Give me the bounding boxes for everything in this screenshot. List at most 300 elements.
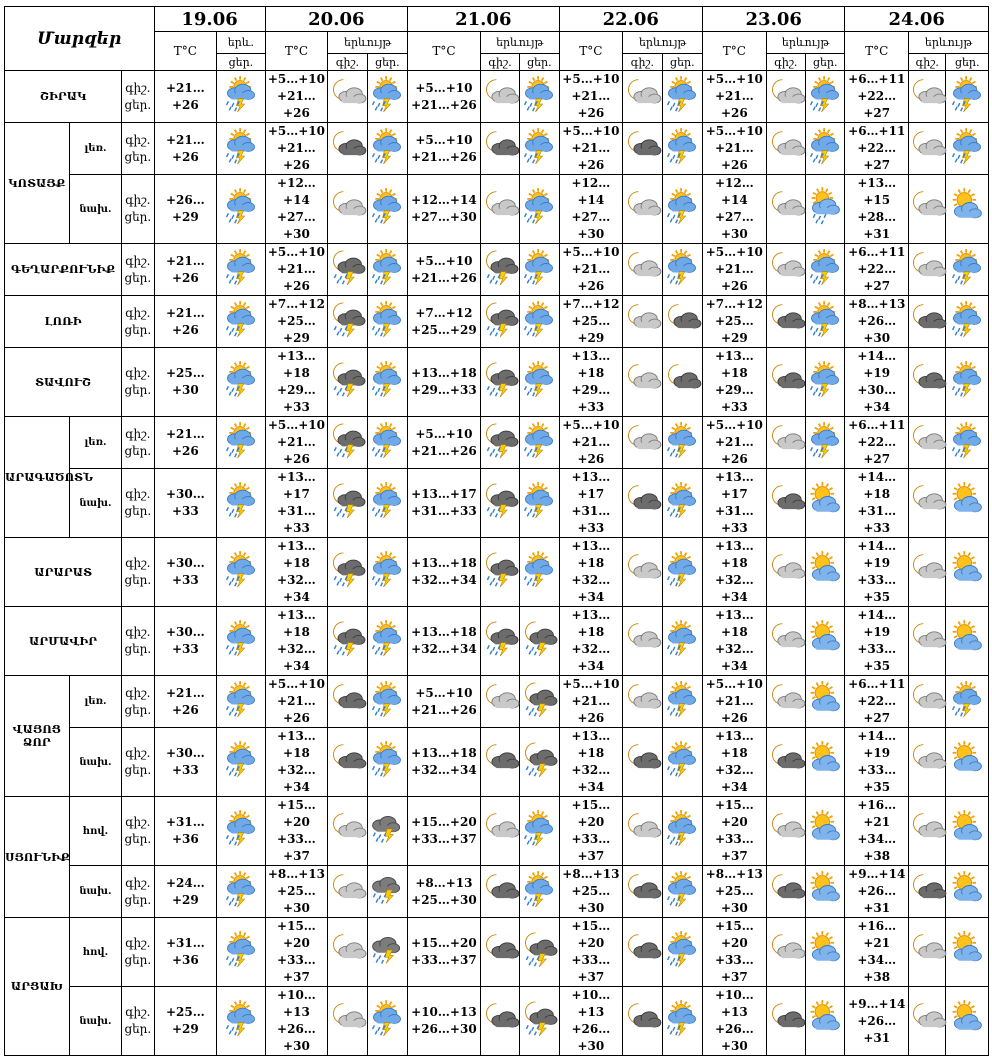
moon-cloud-storm-icon: [521, 1001, 557, 1041]
sun-cloud-icon: [807, 621, 843, 661]
night-temperature: +15…+20: [277, 919, 316, 950]
moon-cloud-icon: [768, 129, 804, 169]
weather-icon-cell: [909, 797, 946, 866]
night-temperature: +9…+14: [848, 996, 906, 1011]
day-temperature: +27…+30: [277, 210, 316, 241]
weather-icon-cell: [623, 71, 662, 123]
night-temperature: +5…+10: [267, 418, 326, 432]
day-temperature: +22…+27: [857, 694, 897, 725]
weather-icon-cell: [662, 175, 702, 244]
region-name: ԳԵՂԱՐՔՈՒՆԻՔ: [5, 244, 122, 296]
temperature-cell: [703, 469, 767, 538]
day-temperature: +32…+34: [411, 763, 477, 777]
table-row: [5, 244, 989, 296]
temperature-cell: [559, 538, 623, 607]
weather-icon-cell: [367, 417, 407, 469]
time-of-day-labels: [122, 987, 154, 1056]
weather-icon-cell: [909, 123, 946, 175]
night-temperature: +13…+18: [277, 608, 316, 639]
temperature-cell: [703, 348, 767, 417]
day-temperature: +33…+35: [857, 763, 897, 794]
day-header: ցեր.: [217, 54, 265, 71]
weather-icon-cell: [662, 797, 702, 866]
weather-icon-cell: [662, 728, 702, 797]
sun-rain-storm-icon: [223, 423, 259, 463]
day-temperature: +31…+33: [571, 504, 611, 535]
day-temperature: +27…+30: [571, 210, 611, 241]
night-temperature: +5…+10: [415, 426, 473, 441]
day-temperature: +33…+37: [714, 953, 754, 984]
day-label: ցեր.: [124, 322, 152, 337]
temperature-cell: [265, 71, 328, 123]
sun-rain-storm-icon: [369, 552, 405, 592]
temperature-cell: [703, 728, 767, 797]
sun-cloud-icon: [949, 1001, 985, 1041]
moon-cloud-icon: [624, 682, 660, 722]
day-temperature: +34…+38: [857, 953, 897, 984]
night-temperature: +5…+10: [415, 253, 473, 268]
cloud-rain-icon: [369, 872, 405, 912]
moon-cloud-dark-icon: [624, 129, 660, 169]
day-temperature: +21…+26: [165, 253, 205, 285]
moon-cloud-storm-icon: [482, 423, 518, 463]
temperature-cell: [154, 469, 217, 538]
temperature-cell: [265, 296, 328, 348]
weather-icon-cell: [946, 797, 989, 866]
weather-icon-cell: [328, 676, 367, 728]
weather-icon-cell: [480, 417, 519, 469]
temperature-cell: [703, 417, 767, 469]
night-temperature: +16…+21: [857, 798, 897, 829]
day-temperature: +31…+33: [411, 504, 477, 518]
weather-icon-cell: [662, 676, 702, 728]
night-header: գիշ.: [766, 54, 805, 71]
weather-icon-cell: [328, 348, 367, 417]
time-of-day-labels: [122, 728, 154, 797]
temperature-cell: [154, 538, 217, 607]
weather-icon-cell: [480, 538, 519, 607]
weather-icon-cell: [766, 417, 805, 469]
weather-icon-cell: [909, 469, 946, 538]
regions-title: Մարզեր: [5, 7, 155, 71]
night-temperature: +5…+10: [705, 418, 763, 432]
sun-rain-storm-icon: [223, 129, 259, 169]
weather-icon-cell: [520, 918, 559, 987]
day-label: ցեր.: [124, 573, 152, 587]
temperature-cell: [845, 918, 909, 987]
night-temperature: +5…+10: [415, 80, 473, 95]
day-temperature: +29…+33: [277, 383, 316, 414]
temperature-cell: [845, 676, 909, 728]
weather-icon-cell: [217, 728, 265, 797]
weather-icon-cell: [328, 797, 367, 866]
weather-icon-cell: [520, 728, 559, 797]
weather-icon-cell: [909, 296, 946, 348]
time-of-day-labels: [122, 866, 154, 918]
night-temperature: +5…+10: [415, 685, 473, 700]
day-temperature: +30…+33: [165, 487, 205, 518]
time-of-day-labels: [122, 244, 154, 296]
day-temperature: +27…+30: [411, 210, 477, 224]
moon-cloud-dark-icon: [909, 362, 945, 402]
moon-cloud-storm-icon: [329, 362, 365, 402]
temperature-cell: [154, 676, 217, 728]
day-temperature: +25…+29: [714, 314, 754, 345]
weather-icon-cell: [909, 918, 946, 987]
moon-cloud-dark-icon: [768, 872, 804, 912]
moon-cloud-dark-icon: [768, 302, 804, 342]
night-temperature: +12…+14: [714, 176, 754, 207]
moon-cloud-dark-icon: [482, 1001, 518, 1041]
day-label: ցեր.: [124, 270, 152, 285]
weather-icon-cell: [217, 607, 265, 676]
moon-cloud-storm-icon: [482, 362, 518, 402]
temp-header: T°C: [154, 32, 217, 71]
weather-icon-cell: [623, 348, 662, 417]
night-label: գիշ.: [125, 132, 151, 147]
day-temperature: +30…+33: [165, 625, 205, 656]
subregion-label: նախ.: [69, 469, 122, 538]
temperature-cell: [408, 538, 481, 607]
weather-icon-cell: [806, 797, 845, 866]
weather-icon-cell: [623, 866, 662, 918]
night-temperature: +13…+17: [277, 470, 316, 501]
weather-icon-cell: [909, 71, 946, 123]
sun-rain-storm-icon: [949, 682, 985, 722]
night-temperature: +13…+18: [571, 729, 611, 760]
region-name: ԿՈՏԱՅՔ: [5, 123, 70, 244]
weather-icon-cell: [520, 797, 559, 866]
temperature-cell: [265, 123, 328, 175]
table-row: [5, 71, 989, 123]
time-of-day-labels: [122, 348, 154, 417]
moon-cloud-icon: [909, 682, 945, 722]
time-of-day-labels: [122, 123, 154, 175]
weather-icon-cell: [946, 296, 989, 348]
night-temperature: +15…+20: [714, 798, 754, 829]
sun-rain-storm-icon: [369, 742, 405, 782]
day-temperature: +25…+30: [714, 884, 754, 915]
table-row: [5, 123, 989, 175]
night-temperature: +5…+10: [267, 72, 326, 86]
day-temperature: +26…+31: [857, 1013, 897, 1045]
day-label: ցեր.: [124, 97, 152, 112]
temperature-cell: [265, 676, 328, 728]
temperature-cell: [408, 918, 481, 987]
weather-icon-cell: [480, 71, 519, 123]
moon-cloud-icon: [624, 362, 660, 402]
sun-rain-storm-icon: [664, 423, 700, 463]
night-temperature: +10…+13: [714, 988, 754, 1019]
day-temperature: +25…+30: [165, 366, 205, 397]
weather-icon-cell: [328, 538, 367, 607]
day-temperature: +33…+37: [411, 832, 477, 846]
day-temperature: +21…+26: [411, 149, 477, 164]
moon-cloud-storm-icon: [482, 302, 518, 342]
date-day-6: 24.06: [845, 7, 989, 32]
moon-cloud-icon: [329, 77, 365, 117]
night-temperature: +5…+10: [562, 677, 620, 691]
temperature-cell: [845, 244, 909, 296]
moon-cloud-dark-icon: [664, 362, 700, 402]
day-header: ցեր.: [662, 54, 702, 71]
phenomenon-header: երևույթ: [766, 32, 845, 54]
moon-cloud-dark-icon: [329, 742, 365, 782]
night-temperature: +6…+11: [848, 72, 906, 86]
day-temperature: +21…+26: [277, 141, 316, 172]
sun-rain-storm-icon: [223, 189, 259, 229]
night-temperature: +14…+18: [857, 470, 897, 501]
moon-cloud-icon: [482, 189, 518, 229]
weather-icon-cell: [946, 987, 989, 1056]
night-header: գիշ.: [480, 54, 519, 71]
day-header: ցեր.: [520, 54, 559, 71]
day-temperature: +29…+33: [714, 383, 754, 414]
weather-icon-cell: [623, 918, 662, 987]
weather-icon-cell: [480, 797, 519, 866]
temperature-cell: [559, 607, 623, 676]
weather-icon-cell: [662, 123, 702, 175]
night-temperature: +13…+18: [411, 366, 477, 380]
moon-cloud-dark-icon: [624, 932, 660, 972]
day-temperature: +21…+26: [571, 694, 611, 725]
sun-rain-storm-icon: [223, 552, 259, 592]
temperature-cell: [559, 728, 623, 797]
weather-icon-cell: [766, 728, 805, 797]
weather-icon-cell: [946, 244, 989, 296]
sun-cloud-icon: [807, 872, 843, 912]
table-body: [5, 71, 989, 1056]
night-label: գիշ.: [125, 556, 151, 570]
night-label: գիշ.: [125, 193, 151, 207]
day-temperature: +32…+34: [411, 642, 477, 656]
day-temperature: +32…+34: [714, 763, 754, 794]
day-header: ցեր.: [946, 54, 989, 71]
temp-header: T°C: [559, 32, 623, 71]
sun-cloud-icon: [807, 742, 843, 782]
weather-icon-cell: [520, 296, 559, 348]
moon-cloud-storm-icon: [329, 423, 365, 463]
day-temperature: +33…+37: [714, 832, 754, 863]
day-temperature: +32…+34: [571, 573, 611, 604]
weather-icon-cell: [909, 676, 946, 728]
sun-cloud-icon: [807, 552, 843, 592]
sun-rain-storm-icon: [521, 811, 557, 851]
temperature-cell: [154, 71, 217, 123]
moon-cloud-icon: [909, 621, 945, 661]
day-temperature: +21…+26: [277, 694, 316, 725]
day-label: ցեր.: [124, 443, 152, 458]
day-temperature: +32…+34: [277, 642, 316, 673]
phenomenon-header: երևույթ: [328, 32, 408, 54]
table-row: [5, 348, 989, 417]
weather-icon-cell: [946, 728, 989, 797]
day-label: ցեր.: [124, 149, 152, 164]
temp-header: T°C: [265, 32, 328, 71]
temperature-cell: [703, 175, 767, 244]
sun-rain-storm-icon: [369, 250, 405, 290]
moon-cloud-dark-icon: [329, 682, 365, 722]
temperature-cell: [154, 244, 217, 296]
night-temperature: +14…+19: [857, 729, 897, 760]
sun-rain-storm-icon: [521, 423, 557, 463]
subregion-label: նախ.: [69, 728, 122, 797]
day-temperature: +21…+26: [165, 132, 205, 164]
sun-rain-storm-icon: [223, 362, 259, 402]
night-temperature: +7…+12: [267, 297, 326, 311]
region-name: ԱՐԱՐԱՏ: [5, 538, 122, 607]
night-temperature: +13…+18: [571, 608, 611, 639]
weather-icon-cell: [480, 866, 519, 918]
night-label: գիշ.: [125, 305, 151, 320]
day-temperature: +32…+34: [411, 573, 477, 587]
weather-icon-cell: [662, 296, 702, 348]
day-temperature: +33…+37: [571, 953, 611, 984]
cloud-rain-icon: [369, 932, 405, 972]
weather-icon-cell: [662, 244, 702, 296]
temperature-cell: [845, 538, 909, 607]
night-header: գիշ.: [909, 54, 946, 71]
sun-rain-storm-icon: [369, 1001, 405, 1041]
weather-icon-cell: [662, 417, 702, 469]
sun-rain-storm-icon: [223, 682, 259, 722]
weather-icon-cell: [217, 348, 265, 417]
weather-icon-cell: [766, 607, 805, 676]
moon-cloud-icon: [768, 77, 804, 117]
temperature-cell: [265, 607, 328, 676]
temperature-cell: [845, 987, 909, 1056]
weather-icon-cell: [806, 866, 845, 918]
weather-icon-cell: [328, 607, 367, 676]
sun-rain-storm-icon: [664, 682, 700, 722]
temperature-cell: [845, 175, 909, 244]
weather-icon-cell: [217, 797, 265, 866]
moon-cloud-storm-icon: [329, 552, 365, 592]
day-temperature: +28…+31: [857, 210, 897, 241]
moon-cloud-icon: [768, 682, 804, 722]
region-name: ԱՐԱԳԱԾՈՏՆ: [5, 417, 70, 538]
moon-cloud-dark-icon: [482, 742, 518, 782]
day-temperature: +26…+30: [411, 1022, 477, 1036]
day-temperature: +21…+26: [411, 270, 477, 285]
time-of-day-labels: [122, 296, 154, 348]
weather-icon-cell: [946, 175, 989, 244]
weather-icon-cell: [623, 417, 662, 469]
day-temperature: +32…+34: [714, 642, 754, 673]
moon-cloud-icon: [624, 811, 660, 851]
sun-rain-storm-icon: [223, 742, 259, 782]
night-label: գիշ.: [125, 875, 151, 890]
day-header: ցեր.: [806, 54, 845, 71]
night-temperature: +6…+11: [848, 677, 906, 691]
temperature-cell: [845, 296, 909, 348]
sun-rain-storm-icon: [949, 423, 985, 463]
region-name: ԼՈՌԻ: [5, 296, 122, 348]
temperature-cell: [703, 296, 767, 348]
weather-icon-cell: [520, 71, 559, 123]
weather-icon-cell: [520, 348, 559, 417]
temperature-cell: [408, 607, 481, 676]
temperature-cell: [559, 417, 623, 469]
weather-icon-cell: [766, 175, 805, 244]
day-temperature: +30…+34: [857, 383, 897, 414]
weather-icon-cell: [909, 987, 946, 1056]
moon-cloud-icon: [909, 423, 945, 463]
temperature-cell: [845, 123, 909, 175]
night-temperature: +8…+13: [848, 297, 906, 311]
temperature-cell: [845, 866, 909, 918]
weather-icon-cell: [520, 469, 559, 538]
sun-cloud-icon: [949, 872, 985, 912]
night-temperature: +12…+14: [571, 176, 611, 207]
day-label: ցեր.: [124, 763, 152, 777]
night-temperature: +13…+18: [714, 608, 754, 639]
night-temperature: +13…+18: [277, 349, 316, 380]
weather-icon-cell: [623, 607, 662, 676]
subregion-label: նախ.: [69, 987, 122, 1056]
weather-icon-cell: [806, 469, 845, 538]
weather-icon-cell: [520, 123, 559, 175]
weather-icon-cell: [806, 296, 845, 348]
sun-rain-storm-icon: [521, 362, 557, 402]
sun-rain-storm-icon: [807, 302, 843, 342]
moon-cloud-dark-icon: [768, 483, 804, 523]
weather-icon-cell: [328, 244, 367, 296]
temperature-cell: [559, 296, 623, 348]
weather-icon-cell: [766, 469, 805, 538]
sun-rain-storm-icon: [223, 250, 259, 290]
night-temperature: +8…+13: [415, 875, 473, 890]
day-temperature: +21…+26: [277, 89, 316, 120]
phenomenon-header: երևույթ: [623, 32, 703, 54]
weather-icon-cell: [909, 244, 946, 296]
sun-rain-storm-icon: [664, 742, 700, 782]
moon-cloud-icon: [329, 932, 365, 972]
weather-icon-cell: [367, 676, 407, 728]
sun-rain-storm-icon: [521, 552, 557, 592]
day-temperature: +21…+26: [571, 141, 611, 172]
temperature-cell: [408, 348, 481, 417]
temperature-cell: [703, 123, 767, 175]
sun-rain-storm-icon: [223, 621, 259, 661]
sun-rain-storm-icon: [949, 362, 985, 402]
sun-rain-storm-icon: [807, 250, 843, 290]
moon-cloud-icon: [482, 77, 518, 117]
sun-cloud-icon: [807, 1001, 843, 1041]
weather-icon-cell: [520, 175, 559, 244]
region-name: ՍՅՈՒՆԻՔ: [5, 797, 70, 918]
weather-icon-cell: [217, 123, 265, 175]
temperature-cell: [154, 918, 217, 987]
night-temperature: +7…+12: [562, 297, 620, 311]
day-temperature: +31…+36: [165, 936, 205, 967]
temperature-cell: [265, 797, 328, 866]
night-temperature: +13…+17: [411, 487, 477, 501]
temperature-cell: [265, 469, 328, 538]
weather-icon-cell: [946, 607, 989, 676]
temperature-cell: [559, 866, 623, 918]
temperature-cell: [265, 987, 328, 1056]
night-temperature: +8…+13: [562, 867, 620, 881]
temperature-cell: [265, 417, 328, 469]
night-temperature: +15…+20: [714, 919, 754, 950]
night-temperature: +13…+18: [714, 539, 754, 570]
weather-icon-cell: [520, 244, 559, 296]
day-temperature: +21…+26: [714, 262, 754, 293]
weather-icon-cell: [328, 71, 367, 123]
weather-icon-cell: [328, 987, 367, 1056]
weather-icon-cell: [909, 866, 946, 918]
